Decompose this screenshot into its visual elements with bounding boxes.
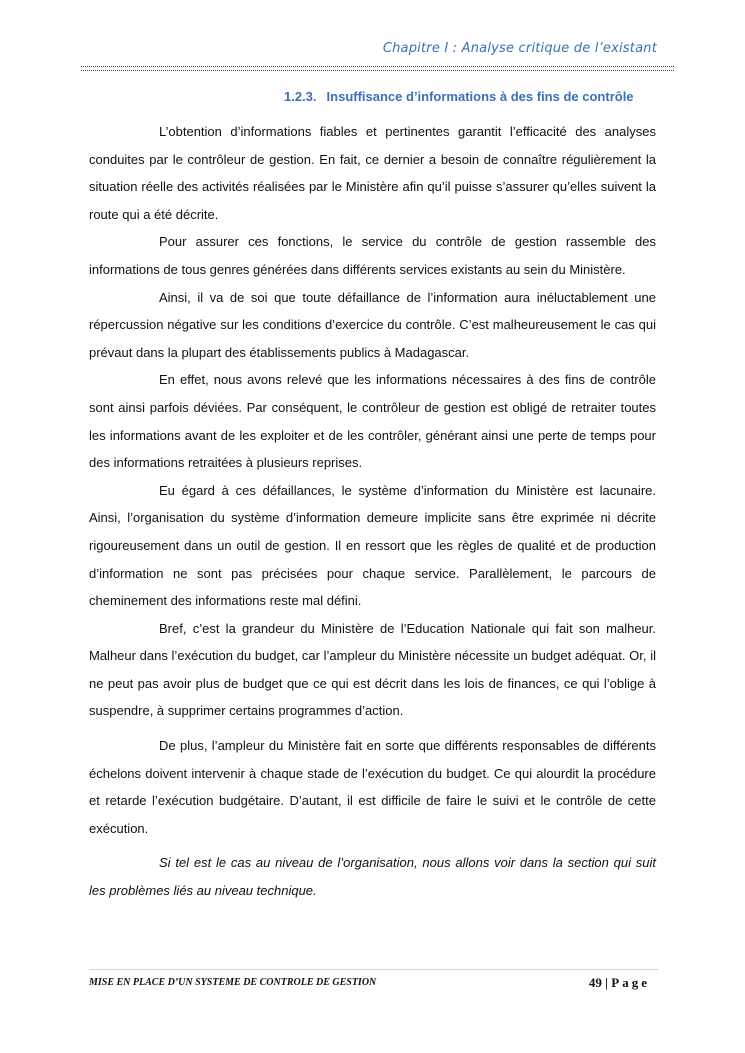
paragraph: En effet, nous avons relevé que les informations nécessaires à des fins de contrôle sont ainsi parfois déviées. Par conséquent, le contrôleur de gestion est obligé de retraiter toutes les informations avant de les exploiter et de les contrôler, générant ainsi une perte de temps pour des informations retraitées à plusieurs reprises. — [89, 372, 656, 471]
page-label: Page — [611, 975, 650, 990]
paragraph: L’obtention d’informations fiables et pertinentes garantit l’efficacité des analyses conduites par le contrôleur de gestion. En fait, ce dernier a besoin de connaître régulièrement la situation réelle des activités réalisées par le Ministère afin qu’il puisse s’assurer qu’elles suivent la route qui a été décrite. — [89, 124, 656, 222]
section-title: Insuffisance d’informations à des fins de contrôle — [326, 89, 634, 104]
paragraph: Pour assurer ces fonctions, le service du contrôle de gestion rassemble des informations de tous genres générées dans différents services existants au sein du Ministère. — [89, 234, 656, 277]
section-heading — [284, 89, 634, 104]
body-text — [89, 118, 656, 905]
page-number: 49 — [588, 975, 602, 990]
footer-divider — [89, 969, 658, 970]
paragraph: Ainsi, il va de soi que toute défaillance de l’information aura inéluctablement une répercussion négative sur les conditions d’exercice du contrôle. C’est malheureusement le cas qui prévaut dans la plupart des établissements publics à Madagascar. — [89, 289, 656, 360]
paragraph: Eu égard à ces défaillances, le système d’information du Ministère est lacunaire. Ainsi, l’organisation du système d’information demeure implicite sans être exprimée ni décrite rigoureusement dans un outil de gestion. Il en ressort que les règles de qualité et de production d’information ne sont pas précisées pour chaque service. Parallèlement, le parcours de cheminement des informations reste mal défini. — [89, 482, 656, 609]
paragraph: Bref, c’est la grandeur du Ministère de l’Education Nationale qui fait son malheur. Malheur dans l’exécution du budget, car l’ampleur du Ministère nécessite un budget adéquat. Or, il ne peut pas avoir plus de budget que ce qui est décrit dans les lois de finances, ce qui l’oblige à suspendre, à supprimer certains programmes d’action. — [89, 620, 656, 719]
header-divider — [81, 66, 674, 71]
section-number: 1.2.3. — [284, 89, 317, 104]
chapter-header: Chapitre I : Analyse critique de l’existant — [382, 41, 657, 56]
paragraph: De plus, l’ampleur du Ministère fait en sorte que différents responsables de différents échelons doivent intervenir à chaque stade de l’exécution du budget. Ce qui alourdit la procédure et retarde l’exécution budgétaire. D’autant, il est difficile de faire le suivi et le contrôle de cette exécution. — [89, 738, 656, 836]
paragraph-conclusion: Si tel est le cas au niveau de l’organisation, nous allons voir dans la section qui suit les problèmes liés au niveau technique. — [89, 855, 656, 899]
page-separator: | — [605, 975, 609, 990]
footer-page-info — [589, 975, 650, 991]
footer-document-title: MISE EN PLACE D’UN SYSTEME DE CONTROLE DE GESTION — [89, 977, 377, 988]
